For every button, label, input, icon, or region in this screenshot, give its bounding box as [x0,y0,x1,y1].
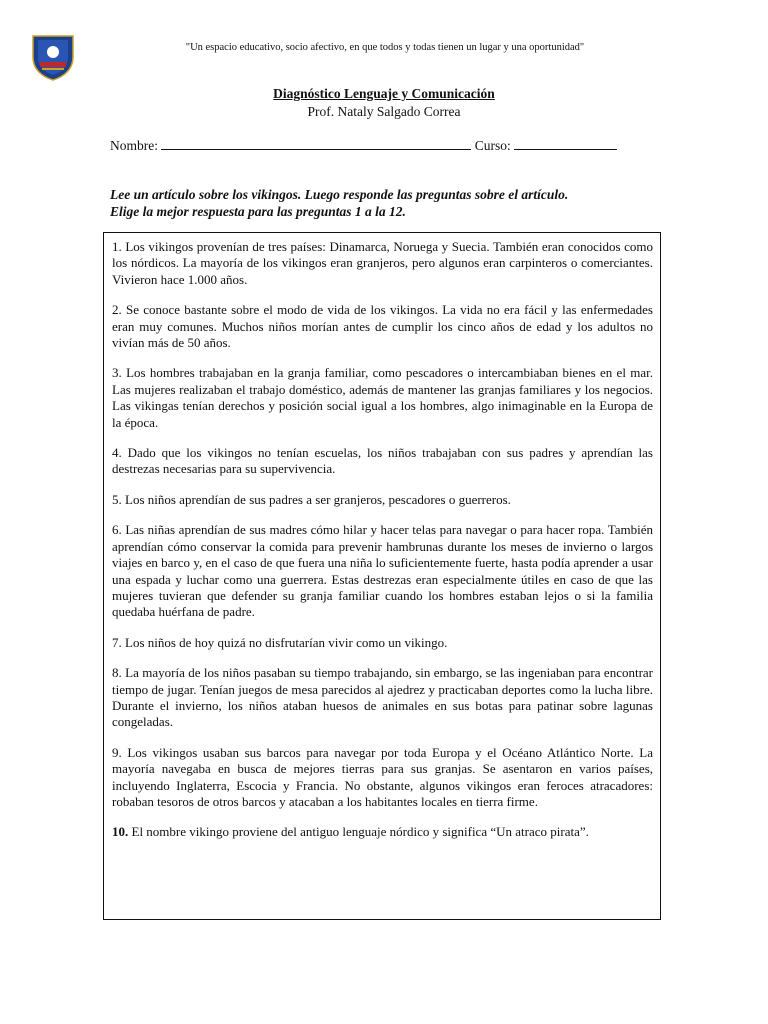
article-box [103,232,661,920]
article-paragraph-9: 9. Los vikingos usaban sus barcos para navegar por toda Europa y el Océano Atlántico Norte. La mayoría navegaba en busca de mejores tierras para sus granjas. Se asentaron en varios países, incluyendo Inglaterra, Escocia y Francia. No obstante, algunos vikingos eran feroces atracadores: robaban tesoros de otros barcos y atacaban a los habitantes locales en tierra firme. [112,744,653,809]
course-label: Curso: [474,138,511,153]
instructions-line-2: Elige la mejor respuesta para las preguntas 1 a la 12. [110,204,406,219]
instructions-line-1: Lee un artículo sobre los vikingos. Luego responde las preguntas sobre el artículo. [110,187,569,202]
student-info-line [110,137,617,154]
article-paragraph-8: 8. La mayoría de los niños pasaban su tiempo trabajando, sin embargo, se las ingeniaban para encontrar tiempo de jugar. Tenían juegos de mesa parecidos al ajedrez y practicaban deportes como la lucha libre. Durante el invierno, los niños ataban huesos de animales en sus botas para patinar sobre lagunas congeladas. [112,665,653,730]
article-paragraph-6: 6. Las niñas aprendían de sus madres cómo hilar y hacer telas para navegar o para hacer ropa. También aprendían cómo conservar la comida para prevenir hambrunas durante los meses de invierno o largos viajes en barco y, en el caso de que fuera una niña lo suficientemente fuerte, hasta podía aprender a usar una espada y luchar como una guerrera. Estas destrezas eran especialmente útiles en caso de que las mujeres tuvieran que defender su granja familiar cuando los hombres estaban lejos o si la familia quedaba huérfana de padre. [112,522,653,620]
paragraph-10-number: 10. [112,824,129,840]
article-paragraph-5: 5. Los niños aprendían de sus padres a ser granjeros, pescadores o guerreros. [112,491,511,507]
paragraph-10-text: El nombre vikingo proviene del antiguo lenguaje nórdico y significa “Un atraco pirata”. [128,824,589,840]
document-title: Diagnóstico Lenguaje y Comunicación [273,86,495,101]
article-paragraph-1: 1. Los vikingos provenían de tres países: Dinamarca, Noruega y Suecia. También eran conocidos como los nórdicos. La mayoría de los vikingos eran granjeros, pero algunos eran carpinteros o comerciantes. Vivieron hace 1.000 años. [112,239,653,287]
name-label: Nombre: [110,138,158,153]
article-paragraph-10 [112,824,653,840]
name-blank [161,137,471,150]
article-paragraph-4: 4. Dado que los vikingos no tenían escuelas, los niños trabajaban con sus padres y aprendían las destrezas necesarias para su supervivencia. [112,445,653,477]
teacher-name: Prof. Nataly Salgado Correa [307,104,461,119]
article-paragraph-7: 7. Los niños de hoy quizá no disfrutarían vivir como un vikingo. [112,634,448,650]
course-blank [514,137,617,150]
article-paragraph-3: 3. Los hombres trabajaban en la granja familiar, como pescadores o intercambiaban bienes en el mar. Las mujeres realizaban el trabajo doméstico, además de mantener las granjas familiares y los negocios. Las vikingas tenían derechos y posición social igual a los hombres, algo inimaginable en la Europa de la época. [112,365,653,430]
instructions [110,186,670,220]
school-crest-logo [30,33,76,81]
school-motto: "Un espacio educativo, socio afectivo, en que todos y todas tienen un lugar y una oportunidad" [185,42,585,53]
article-paragraph-2: 2. Se conoce bastante sobre el modo de vida de los vikingos. La vida no era fácil y las enfermedades eran muy comunes. Muchos niños morían antes de cumplir los cinco años de edad y los adultos no vivían más de 50 años. [112,302,653,351]
